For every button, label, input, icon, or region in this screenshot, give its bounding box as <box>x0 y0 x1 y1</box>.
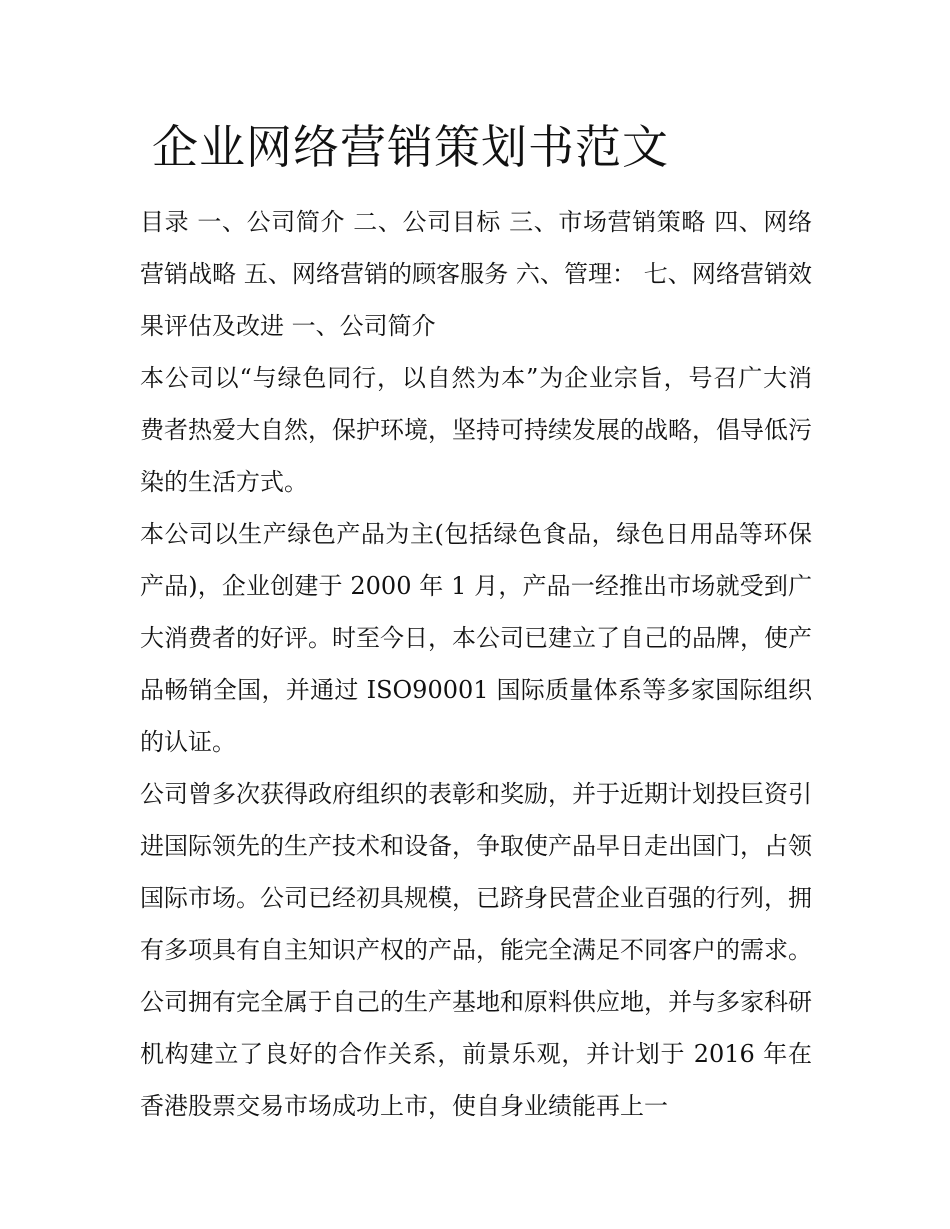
table-of-contents-paragraph: 目录 一、公司简介 二、公司目标 三、市场营销策略 四、网络营销战略 五、网络营销的顾客服务 六、管理： 七、网络营销效果评估及改进 一、公司简介 <box>140 208 812 340</box>
document-title: 企业网络营销策划书范文 <box>152 120 669 174</box>
company-mission-paragraph: 本公司以“与绿色同行，以自然为本”为企业宗旨，号召广大消费者热爱大自然，保护环境，坚持可持续发展的战略，倡导低污染的生活方式。 <box>140 364 812 496</box>
company-achievements-paragraph: 公司曾多次获得政府组织的表彰和奖励，并于近期计划投巨资引进国际领先的生产技术和设备，争取使产品早日走出国门，占领国际市场。公司已经初具规模，已跻身民营企业百强的行列，拥有多项具有自主知识产权的产品，能完全满足不同客户的需求。公司拥有完全属于自己的生产基地和原料供应地，并与多家科研机构建立了良好的合作关系，前景乐观，并计划于 2016 年在香港股票交易市场成功上市，使自身业绩能再上一 <box>140 780 812 1120</box>
company-products-paragraph: 本公司以生产绿色产品为主(包括绿色食品，绿色日用品等环保产品)，企业创建于 2000 年 1 月，产品一经推出市场就受到广大消费者的好评。时至今日，本公司已建立了自己的品牌，使产品畅销全国，并通过 ISO90001 国际质量体系等多家国际组织的认证。 <box>140 520 812 756</box>
document-body <box>140 196 812 1132</box>
